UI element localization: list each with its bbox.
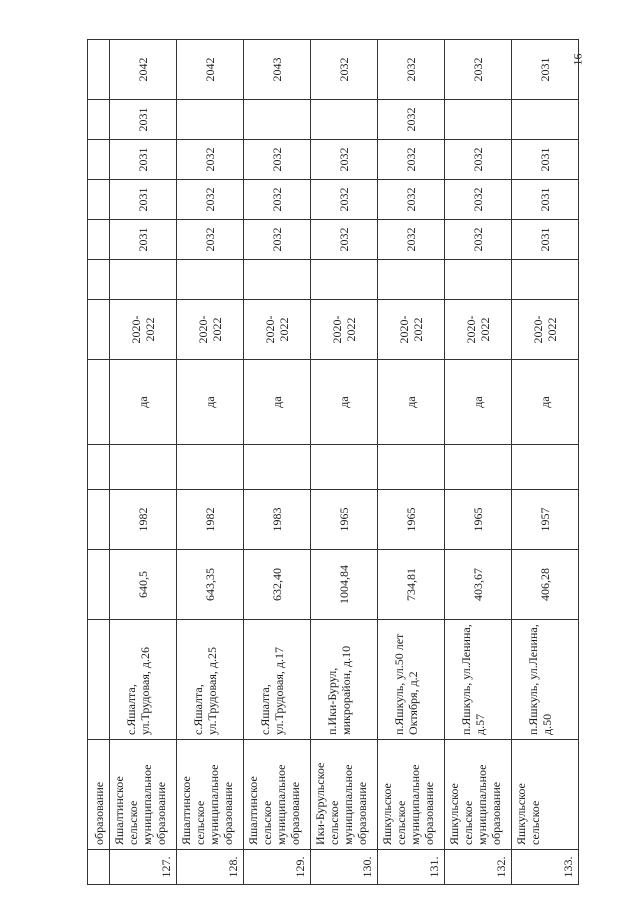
year-column-4: 2032 xyxy=(244,140,311,180)
cell-empty xyxy=(88,360,110,445)
page-number: 16 xyxy=(570,53,585,66)
cell-empty xyxy=(512,445,579,490)
construction-year: 1965 xyxy=(378,490,445,550)
program-period: 2020-2022 xyxy=(445,300,512,360)
inclusion-flag: да xyxy=(110,360,177,445)
cell-empty xyxy=(445,445,512,490)
year-column-1 xyxy=(177,260,244,300)
program-period: 2020-2022 xyxy=(177,300,244,360)
table-row xyxy=(378,40,445,885)
cell-empty xyxy=(244,445,311,490)
program-period: 2020-2022 xyxy=(110,300,177,360)
year-column-5 xyxy=(445,100,512,140)
year-column-4: 2031 xyxy=(512,140,579,180)
year-column-4: 2032 xyxy=(311,140,378,180)
year-column-4: 2032 xyxy=(445,140,512,180)
year-column-1 xyxy=(445,260,512,300)
municipality-name: Яшкульское сельское муниципальное образование xyxy=(378,740,445,850)
year-column-1 xyxy=(378,260,445,300)
cell-empty xyxy=(88,445,110,490)
municipality-name: Яшалтинское сельское муниципальное образование xyxy=(177,740,244,850)
year-column-4: 2032 xyxy=(177,140,244,180)
construction-year: 1982 xyxy=(110,490,177,550)
year-column-2: 2032 xyxy=(311,220,378,260)
building-address: п.Яшкуль, ул.Ленина, д.50 xyxy=(512,620,579,740)
municipality-name: Яшкульское сельское xyxy=(512,740,579,850)
municipality-name: Яшалтинское сельское муниципальное образование xyxy=(244,740,311,850)
year-column-6: 2032 xyxy=(311,40,378,100)
building-area: 643,35 xyxy=(177,550,244,620)
cell-empty xyxy=(88,40,110,100)
inclusion-flag: да xyxy=(512,360,579,445)
cell-empty xyxy=(88,550,110,620)
year-column-3: 2032 xyxy=(311,180,378,220)
building-address: п.Яшкуль, ул.Ленина, д.57 xyxy=(445,620,512,740)
document-table-region xyxy=(87,40,575,885)
inclusion-flag: да xyxy=(378,360,445,445)
table-row xyxy=(311,40,378,885)
row-number: 127. xyxy=(110,850,177,885)
year-column-6: 2042 xyxy=(110,40,177,100)
row-number: 128. xyxy=(177,850,244,885)
year-column-3: 2032 xyxy=(244,180,311,220)
year-column-5 xyxy=(177,100,244,140)
construction-year: 1983 xyxy=(244,490,311,550)
inclusion-flag: да xyxy=(445,360,512,445)
cell-empty xyxy=(88,620,110,740)
municipality-name: Яшкульское сельское муниципальное образование xyxy=(445,740,512,850)
year-column-2: 2032 xyxy=(177,220,244,260)
year-column-3: 2031 xyxy=(110,180,177,220)
building-area: 406,28 xyxy=(512,550,579,620)
table-row xyxy=(110,40,177,885)
year-column-2: 2032 xyxy=(445,220,512,260)
building-area: 640,5 xyxy=(110,550,177,620)
table-row xyxy=(177,40,244,885)
year-column-3: 2032 xyxy=(177,180,244,220)
year-column-3: 2032 xyxy=(445,180,512,220)
year-column-6: 2032 xyxy=(378,40,445,100)
cell-empty xyxy=(311,445,378,490)
year-column-5 xyxy=(512,100,579,140)
cell-empty xyxy=(88,490,110,550)
year-column-5 xyxy=(311,100,378,140)
inclusion-flag: да xyxy=(244,360,311,445)
construction-year: 1965 xyxy=(311,490,378,550)
year-column-6: 2042 xyxy=(177,40,244,100)
year-column-2: 2032 xyxy=(244,220,311,260)
building-address: п.Яшкуль, ул.50 лет Октября, д.2 xyxy=(378,620,445,740)
table-row xyxy=(512,40,579,885)
cell-empty xyxy=(177,445,244,490)
inclusion-flag: да xyxy=(177,360,244,445)
year-column-1 xyxy=(311,260,378,300)
year-column-3: 2032 xyxy=(378,180,445,220)
cell-empty xyxy=(88,180,110,220)
table-row xyxy=(244,40,311,885)
municipality-name: Ики-Бурульское сельское муниципальное образование xyxy=(311,740,378,850)
year-column-1 xyxy=(512,260,579,300)
program-period: 2020-2022 xyxy=(512,300,579,360)
year-column-4: 2031 xyxy=(110,140,177,180)
building-area: 632,40 xyxy=(244,550,311,620)
row-number: 133. xyxy=(512,850,579,885)
construction-year: 1957 xyxy=(512,490,579,550)
building-area: 403,67 xyxy=(445,550,512,620)
building-area: 1004,84 xyxy=(311,550,378,620)
building-address: с.Яшалта, ул.Трудовая, д.26 xyxy=(110,620,177,740)
row-number: 131. xyxy=(378,850,445,885)
table-row xyxy=(445,40,512,885)
year-column-6: 2031 xyxy=(512,40,579,100)
year-column-2: 2031 xyxy=(110,220,177,260)
continuation-row xyxy=(88,40,110,885)
year-column-6: 2043 xyxy=(244,40,311,100)
municipality-name: Яшалтинское сельское муниципальное образование xyxy=(110,740,177,850)
year-column-1 xyxy=(244,260,311,300)
year-column-2: 2032 xyxy=(378,220,445,260)
construction-year: 1965 xyxy=(445,490,512,550)
construction-year: 1982 xyxy=(177,490,244,550)
year-column-1 xyxy=(110,260,177,300)
row-number: 130. xyxy=(311,850,378,885)
row-number: 129. xyxy=(244,850,311,885)
year-column-4: 2032 xyxy=(378,140,445,180)
building-address: с.Яшалта, ул.Трудовая, д.17 xyxy=(244,620,311,740)
year-column-5: 2031 xyxy=(110,100,177,140)
cell-empty xyxy=(88,300,110,360)
program-period: 2020-2022 xyxy=(244,300,311,360)
program-period: 2020-2022 xyxy=(311,300,378,360)
building-address: п.Ики-Бурул, микрорайон, д.10 xyxy=(311,620,378,740)
cell-empty xyxy=(88,260,110,300)
cell-empty xyxy=(88,100,110,140)
housing-table xyxy=(87,39,579,885)
year-column-5: 2032 xyxy=(378,100,445,140)
program-period: 2020-2022 xyxy=(378,300,445,360)
cell-empty xyxy=(378,445,445,490)
year-column-6: 2032 xyxy=(445,40,512,100)
municipality-continuation: образование xyxy=(88,740,110,850)
year-column-5 xyxy=(244,100,311,140)
building-area: 734,81 xyxy=(378,550,445,620)
cell-empty xyxy=(88,220,110,260)
year-column-2: 2031 xyxy=(512,220,579,260)
building-address: с.Яшалта, ул.Трудовая, д.25 xyxy=(177,620,244,740)
row-number: 132. xyxy=(445,850,512,885)
cell-empty xyxy=(88,850,110,885)
year-column-3: 2031 xyxy=(512,180,579,220)
inclusion-flag: да xyxy=(311,360,378,445)
cell-empty xyxy=(88,140,110,180)
cell-empty xyxy=(110,445,177,490)
